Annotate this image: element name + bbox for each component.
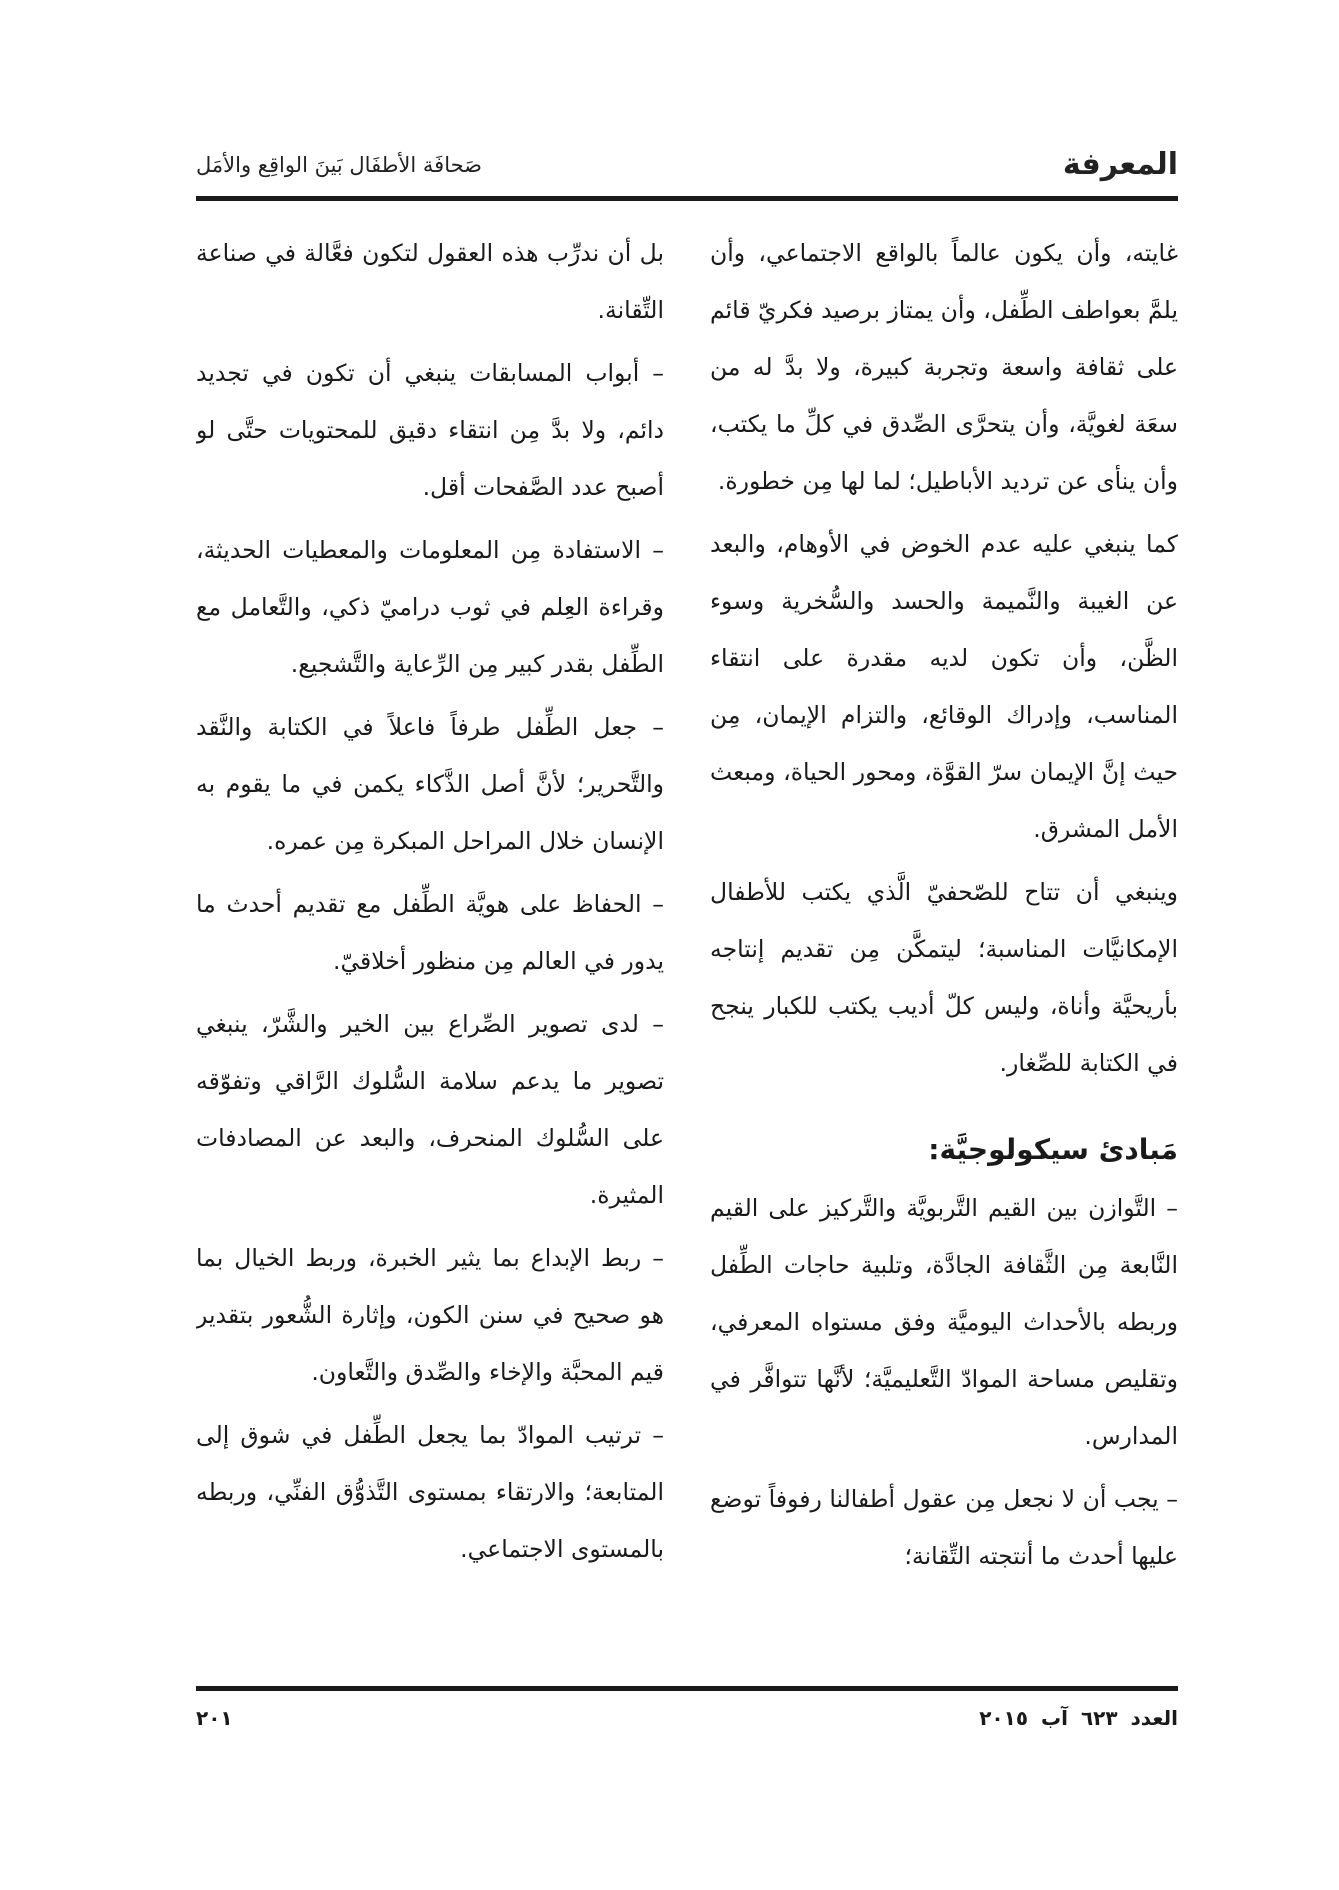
paragraph: وينبغي أن تتاح للصّحفيّ الَّذي يكتب للأطفال الإمكانيَّات المناسبة؛ ليتمكَّن مِن تقديم إنتاجه بأريحيَّة وأناة، وليس كلّ أديب يكتب للكبار ينجح في الكتابة للصِّغار. [710, 878, 1178, 1077]
page-footer [196, 1706, 1178, 1740]
list-item: – الحفاظ على هويَّة الطِّفل مع تقديم أحدث ما يدور في العالم مِن منظور أخلاقيّ. [196, 890, 664, 975]
list-item: – التَّوازن بين القيم التَّربويَّة والتَّركيز على القيم النَّابعة مِن الثَّقافة الجادَّة، وتلبية حاجات الطِّفل وربطه بالأحداث اليوميَّة وفق مستواه المعرفي، وتقليص مساحة الموادّ التَّعليميَّة؛ لأنَّها تتوافَّر في المدارس. [710, 1194, 1178, 1450]
list-item: – الاستفادة مِن المعلومات والمعطيات الحديثة، وقراءة العِلم في ثوب دراميّ ذكي، والتَّعامل مع الطِّفل بقدر كبير مِن الرِّعاية والتَّشجيع. [196, 536, 664, 678]
header-rule [196, 196, 1178, 201]
footer-rule [196, 1686, 1178, 1691]
issue-info: العدد ٦٢٣ آب ٢٠١٥ [979, 1706, 1178, 1730]
right-column [710, 225, 1178, 1655]
page-header [196, 145, 1178, 195]
section-heading: مَبادئ سيكولوجيَّة: [928, 1133, 1178, 1166]
list-item: – أبواب المسابقات ينبغي أن تكون في تجديد دائم، ولا بدَّ مِن انتقاء دقيق للمحتويات حتَّى لو أصبح عدد الصَّفحات أقل. [196, 359, 664, 501]
list-item: – لدى تصوير الصِّراع بين الخير والشَّرّ، ينبغي تصوير ما يدعم سلامة السُّلوك الرَّاقي وتفوّقه على السُّلوك المنحرف، والبعد عن المصادفات المثيرة. [196, 1010, 664, 1209]
magazine-logo: المعرفة [1062, 147, 1178, 182]
list-item: – ترتيب الموادّ بما يجعل الطِّفل في شوق إلى المتابعة؛ والارتقاء بمستوى التَّذوُّق الفنِّي، وربطه بالمستوى الاجتماعي. [196, 1421, 664, 1563]
page-number: ٢٠١ [196, 1706, 233, 1730]
paragraph: كما ينبغي عليه عدم الخوض في الأوهام، والبعد عن الغيبة والنَّميمة والحسد والسُّخرية وسوء الظَّن، وأن تكون لديه مقدرة على انتقاء المناسب، وإدراك الوقائع، والتزام الإيمان، مِن حيث إنَّ الإيمان سرّ القوَّة، ومحور الحياة، ومبعث الأمل المشرق. [710, 530, 1178, 843]
left-column [196, 225, 664, 1655]
list-item: – جعل الطِّفل طرفاً فاعلاً في الكتابة والنَّقد والتَّحرير؛ لأنَّ أصل الذَّكاء يكمن في ما يقوم به الإنسان خلال المراحل المبكرة مِن عمره. [196, 713, 664, 855]
running-title: صَحافَة الأطفَال بَينَ الواقِع والأمَل [196, 153, 482, 177]
list-item: – يجب أن لا نجعل مِن عقول أطفالنا رفوفاً توضع عليها أحدث ما أنتجته التِّقانة؛ [710, 1485, 1178, 1570]
list-item: – ربط الإبداع بما يثير الخبرة، وربط الخيال بما هو صحيح في سنن الكون، وإثارة الشُّعور بتقدير قيم المحبَّة والإخاء والصِّدق والتَّعاون. [196, 1244, 664, 1386]
paragraph: غايته، وأن يكون عالماً بالواقع الاجتماعي، وأن يلمَّ بعواطف الطِّفل، وأن يمتاز برصيد فكريّ قائم على ثقافة واسعة وتجربة كبيرة، ولا بدَّ له من سعَة لغويَّة، وأن يتحرَّى الصِّدق في كلِّ ما يكتب، وأن ينأى عن ترديد الأباطيل؛ لما لها مِن خطورة. [710, 239, 1178, 495]
paragraph: بل أن ندرِّب هذه العقول لتكون فعَّالة في صناعة التِّقانة. [196, 239, 664, 324]
